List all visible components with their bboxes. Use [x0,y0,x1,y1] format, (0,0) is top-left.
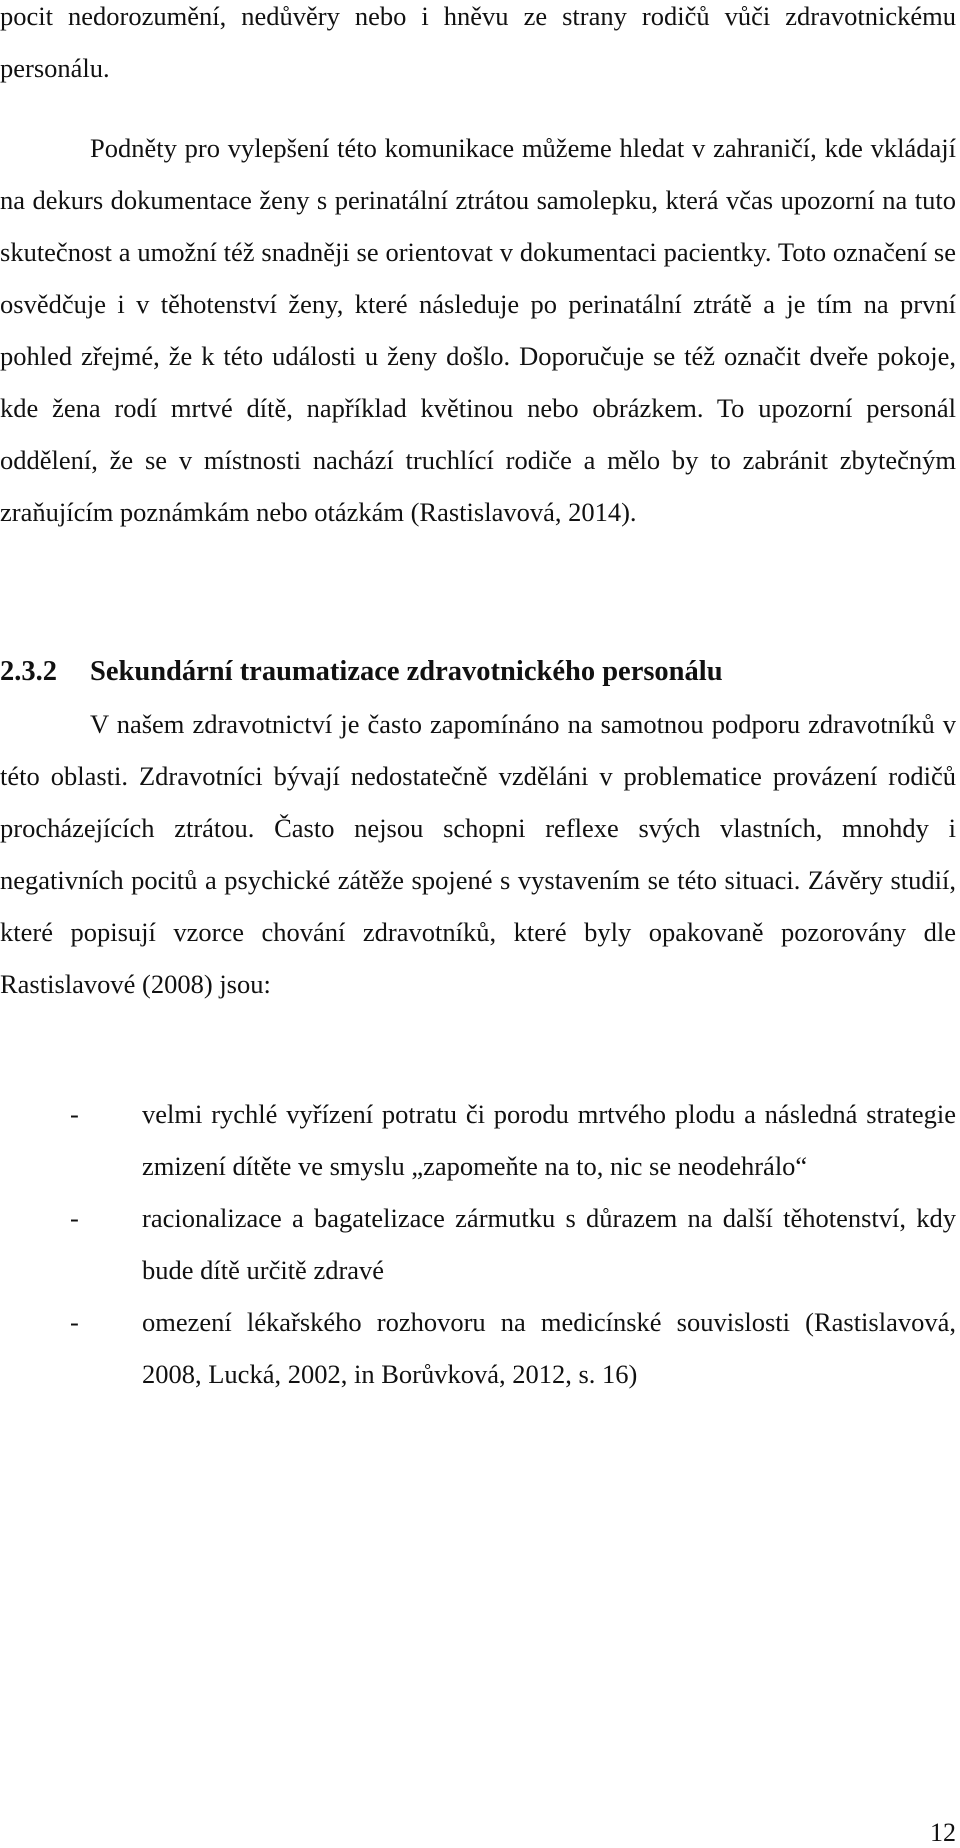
paragraph-communication-improvements: Podněty pro vylepšení této komunikace můžeme hledat v zahraničí, kde vkládají na dekurs dokumentace ženy s perinatální ztrátou samolepku, která včas upozorní na tuto skutečnost a umožní též snadněji se orientovat v dokumentaci pacientky. Toto označení se osvědčuje i v těhotenství ženy, které následuje po perinatální ztrátě a je tím na první pohled zřejmé, že k této události u ženy došlo. Doporučuje se též označit dveře pokoje, kde žena rodí mrtvé dítě, například květinou nebo obrázkem. To upozorní personál oddělení, že se v místnosti nachází truchlící rodiče a mělo by to zabránit zbytečným zraňujícím poznámkám nebo otázkám (Rastislavová, 2014). [0,133,956,527]
list-item [0,1192,956,1296]
list-item-text: racionalizace a bagatelizace zármutku s důrazem na další těhotenství, kdy bude dítě určitě zdravé [142,1203,956,1285]
list-bullet: - [70,1307,79,1337]
section-heading [0,648,723,696]
section-heading-title: Sekundární traumatizace zdravotnického personálu [90,656,723,687]
list-item-text: omezení lékařského rozhovoru na medicínské souvislosti (Rastislavová, 2008, Lucká, 2002, in Borůvková, 2012, s. 16) [142,1307,956,1389]
paragraph-continuation: pocit nedorozumění, nedůvěry nebo i hněvu ze strany rodičů vůči zdravotnickému personálu. [0,1,956,83]
section-heading-number: 2.3.2 [0,656,57,687]
list-item [0,1296,956,1400]
list-item [0,1088,956,1192]
list-bullet: - [70,1203,79,1233]
page-number: 12 [930,1818,956,1847]
list-bullet: - [70,1099,79,1129]
paragraph-secondary-traumatization: V našem zdravotnictví je často zapomínáno na samotnou podporu zdravotníků v této oblasti. Zdravotníci bývají nedostatečně vzděláni v problematice provázení rodičů procházejících ztrátou. Často nejsou schopni reflexe svých vlastních, mnohdy i negativních pocitů a psychické zátěže spojené s vystavením se této situaci. Závěry studií, které popisují vzorce chování zdravotníků, které byly opakovaně pozorovány dle Rastislavové (2008) jsou: [0,709,956,999]
list-item-text: velmi rychlé vyřízení potratu či porodu mrtvého plodu a následná strategie zmizení dítěte ve smyslu „zapomeňte na to, nic se neodehrálo“ [142,1099,956,1181]
behavior-patterns-list [0,1088,956,1400]
